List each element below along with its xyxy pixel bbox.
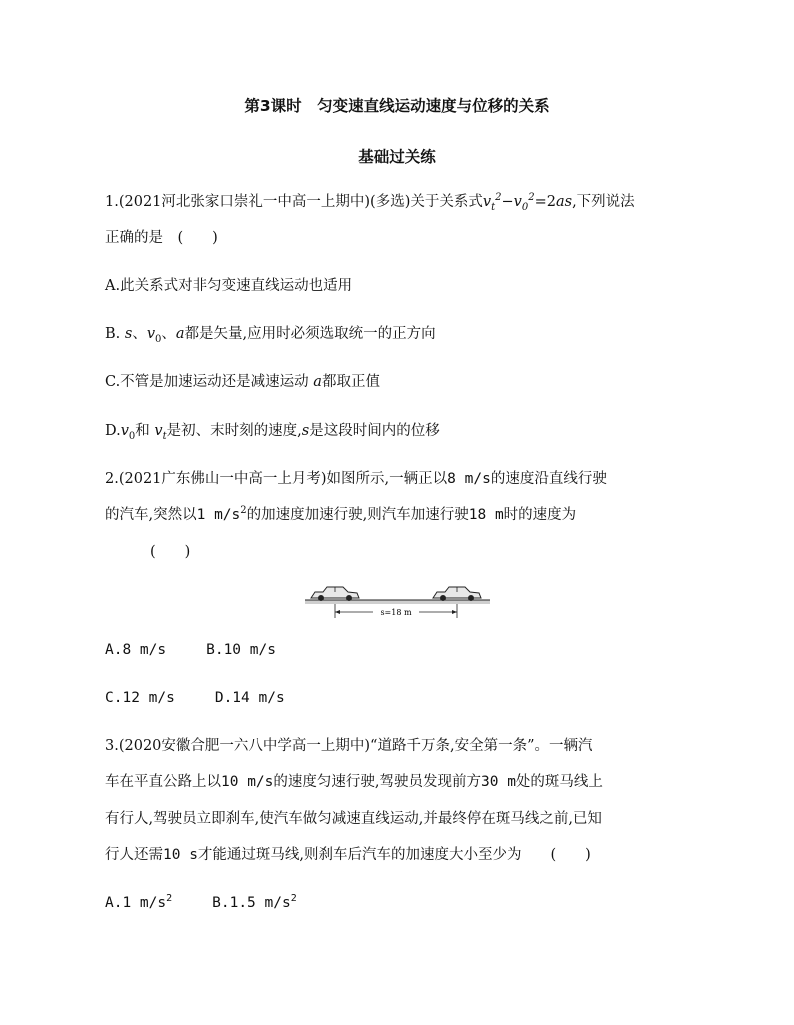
q1-option-b: B. s、$v_0$、a都是矢量,应用时必须选取统一的正方向	[105, 326, 436, 345]
arrow-left-icon	[335, 610, 340, 614]
page-title: 第3课时 匀变速直线运动速度与位移的关系	[244, 97, 550, 115]
q2-figure	[305, 578, 490, 624]
section-title: 基础过关练	[358, 148, 436, 166]
q1-stem-text: 1.(2021河北张家口崇礼一中高一上期中)(多选)关于关系式	[105, 194, 483, 210]
road-surface	[305, 600, 490, 604]
q3-options-row1	[105, 893, 297, 913]
q2-option-c: C.12 m/s	[105, 690, 175, 706]
distance-label: s=18 m	[380, 608, 412, 617]
q3-stem-line2: 车在平直公路上以10 m/s的速度匀速行驶,驾驶员发现前方30 m处的斑马线上	[105, 774, 603, 790]
car-end-icon	[433, 587, 481, 601]
car-start-icon	[311, 587, 359, 601]
q1-stem-line2: 正确的是 ( )	[105, 230, 218, 246]
cars-distance-diagram	[305, 578, 490, 620]
q1-option-a: A.此关系式对非匀变速直线运动也适用	[105, 278, 353, 294]
q2-stem-line2: 的汽车,突然以1 $m/s^2$的加速度加速行驶,则汽车加速行驶18 m时的速度为	[105, 505, 577, 523]
q2-option-d: D.14 m/s	[214, 690, 285, 706]
q3-stem-line1: 3.(2020安徽合肥一六八中学高一上期中)“道路千万条,安全第一条”。一辆汽	[105, 738, 593, 754]
q2-option-a: A.8 m/s	[105, 642, 167, 658]
q1-formula: $v_t^2-v_0^2=2as$	[482, 192, 573, 213]
q3-option-a: A.1 $m/s^2$	[105, 893, 173, 911]
q1-option-d: $D.v_0$和 $v_t$是初、末时刻的速度,s是这段时间内的位移	[105, 423, 440, 442]
q2-options-row2	[105, 688, 285, 708]
q3-stem-line3: 有行人,驾驶员立即刹车,使汽车做匀减速直线运动,并最终停在斑马线之前,已知	[105, 811, 602, 827]
q2-stem-line1: 2.(2021广东佛山一中高一上月考)如图所示,一辆正以8 m/s的速度沿直线行驶	[105, 471, 607, 487]
q1-option-c: C.不管是加速运动还是减速运动 a都取正值	[105, 374, 380, 390]
q1-stem-line1	[105, 192, 635, 212]
q1-stem-text-end: ,下列说法	[572, 194, 635, 210]
q2-options-row1	[105, 640, 276, 660]
q3-option-b: B.1.5 $m/s^2$	[212, 893, 297, 911]
arrow-right-icon	[452, 610, 457, 614]
q2-option-b: B.10 m/s	[206, 642, 276, 658]
q2-answer-bracket: ( )	[150, 544, 191, 560]
q3-stem-line4: 行人还需10 s才能通过斑马线,则刹车后汽车的加速度大小至少为 ( )	[105, 847, 591, 863]
